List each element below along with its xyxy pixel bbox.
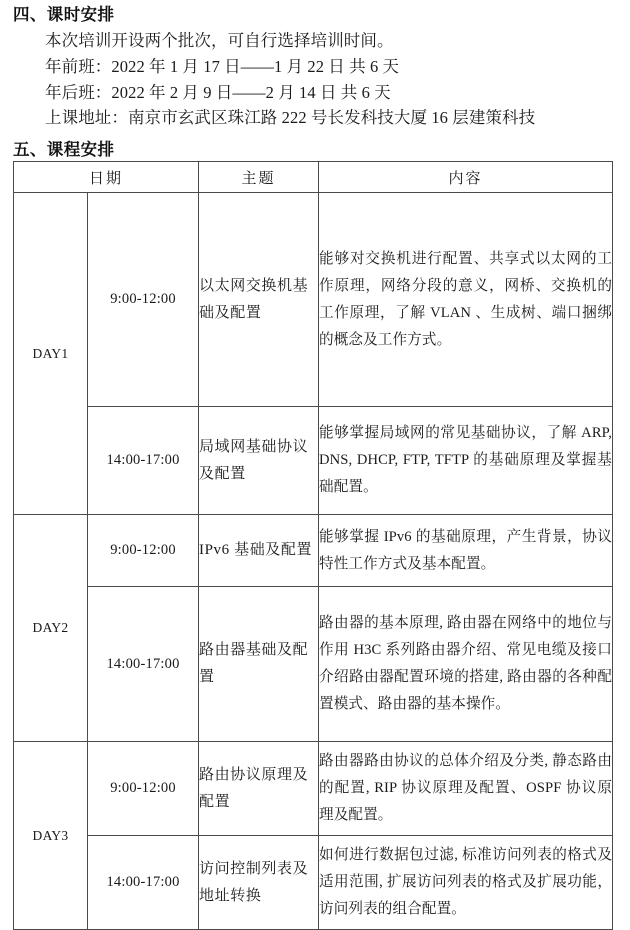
section-heading-hours: 四、课时安排	[13, 5, 115, 24]
intro-line-post-new-year-class: 年后班：2022 年 2 月 9 日——2 月 14 日 共 6 天	[45, 82, 391, 102]
session-content: 路由器的基本原理, 路由器在网络中的地位与作用 H3C 系列路由器介绍、常见电缆及接口介绍路由器配置环境的搭建, 路由器的各种配置模式、路由器的基本操作。	[319, 587, 613, 742]
course-schedule-table	[13, 161, 613, 930]
session-topic: 路由器基础及配置	[199, 587, 319, 742]
day-label-day2: DAY2	[14, 515, 88, 742]
hours-intro-block	[45, 28, 625, 131]
session-time: 9:00-12:00	[88, 515, 199, 587]
column-header-date: 日期	[14, 162, 199, 193]
session-time: 14:00-17:00	[88, 587, 199, 742]
column-header-content: 内容	[319, 162, 613, 193]
session-topic: IPv6 基础及配置	[199, 515, 319, 587]
session-content: 能够掌握 IPv6 的基础原理，产生背景，协议特性工作方式及基本配置。	[319, 515, 613, 587]
table-row	[14, 587, 613, 742]
table-row	[14, 407, 613, 515]
session-time: 14:00-17:00	[88, 836, 199, 930]
session-topic: 路由协议原理及配置	[199, 742, 319, 836]
schedule-table-wrapper	[13, 161, 612, 930]
session-time: 9:00-12:00	[88, 742, 199, 836]
session-topic: 局域网基础协议及配置	[199, 407, 319, 515]
session-content: 能够掌握局域网的常见基础协议，了解 ARP, DNS, DHCP, FTP, TFTP 的基础原理及掌握基础配置。	[319, 407, 613, 515]
session-time: 9:00-12:00	[88, 193, 199, 407]
table-row	[14, 193, 613, 407]
session-time: 14:00-17:00	[88, 407, 199, 515]
intro-line-pre-new-year-class: 年前班：2022 年 1 月 17 日——1 月 22 日 共 6 天	[45, 56, 400, 76]
table-row	[14, 836, 613, 930]
intro-line-venue-address: 上课地址：南京市玄武区珠江路 222 号长发科技大厦 16 层建策科技	[45, 108, 536, 128]
table-row	[14, 515, 613, 587]
session-topic: 访问控制列表及地址转换	[199, 836, 319, 930]
day-label-day3: DAY3	[14, 742, 88, 930]
session-content: 如何进行数据包过滤, 标准访问列表的格式及适用范围, 扩展访问列表的格式及扩展功能，访问列表的组合配置。	[319, 836, 613, 930]
session-content: 能够对交换机进行配置、共享式以太网的工作原理，网络分段的意义，网桥、交换机的工作原理，了解 VLAN 、生成树、端口捆绑的概念及工作方式。	[319, 193, 613, 407]
column-header-topic: 主题	[199, 162, 319, 193]
day-label-day1: DAY1	[14, 193, 88, 515]
table-row	[14, 742, 613, 836]
session-content: 路由器路由协议的总体介绍及分类, 静态路由的配置, RIP 协议原理及配置、OSPF 协议原理及配置。	[319, 742, 613, 836]
intro-line-batches: 本次培训开设两个批次，可自行选择培训时间。	[45, 31, 394, 50]
section-heading-curriculum: 五、课程安排	[13, 140, 115, 159]
table-header-row	[14, 162, 613, 193]
session-topic: 以太网交换机基础及配置	[199, 193, 319, 407]
